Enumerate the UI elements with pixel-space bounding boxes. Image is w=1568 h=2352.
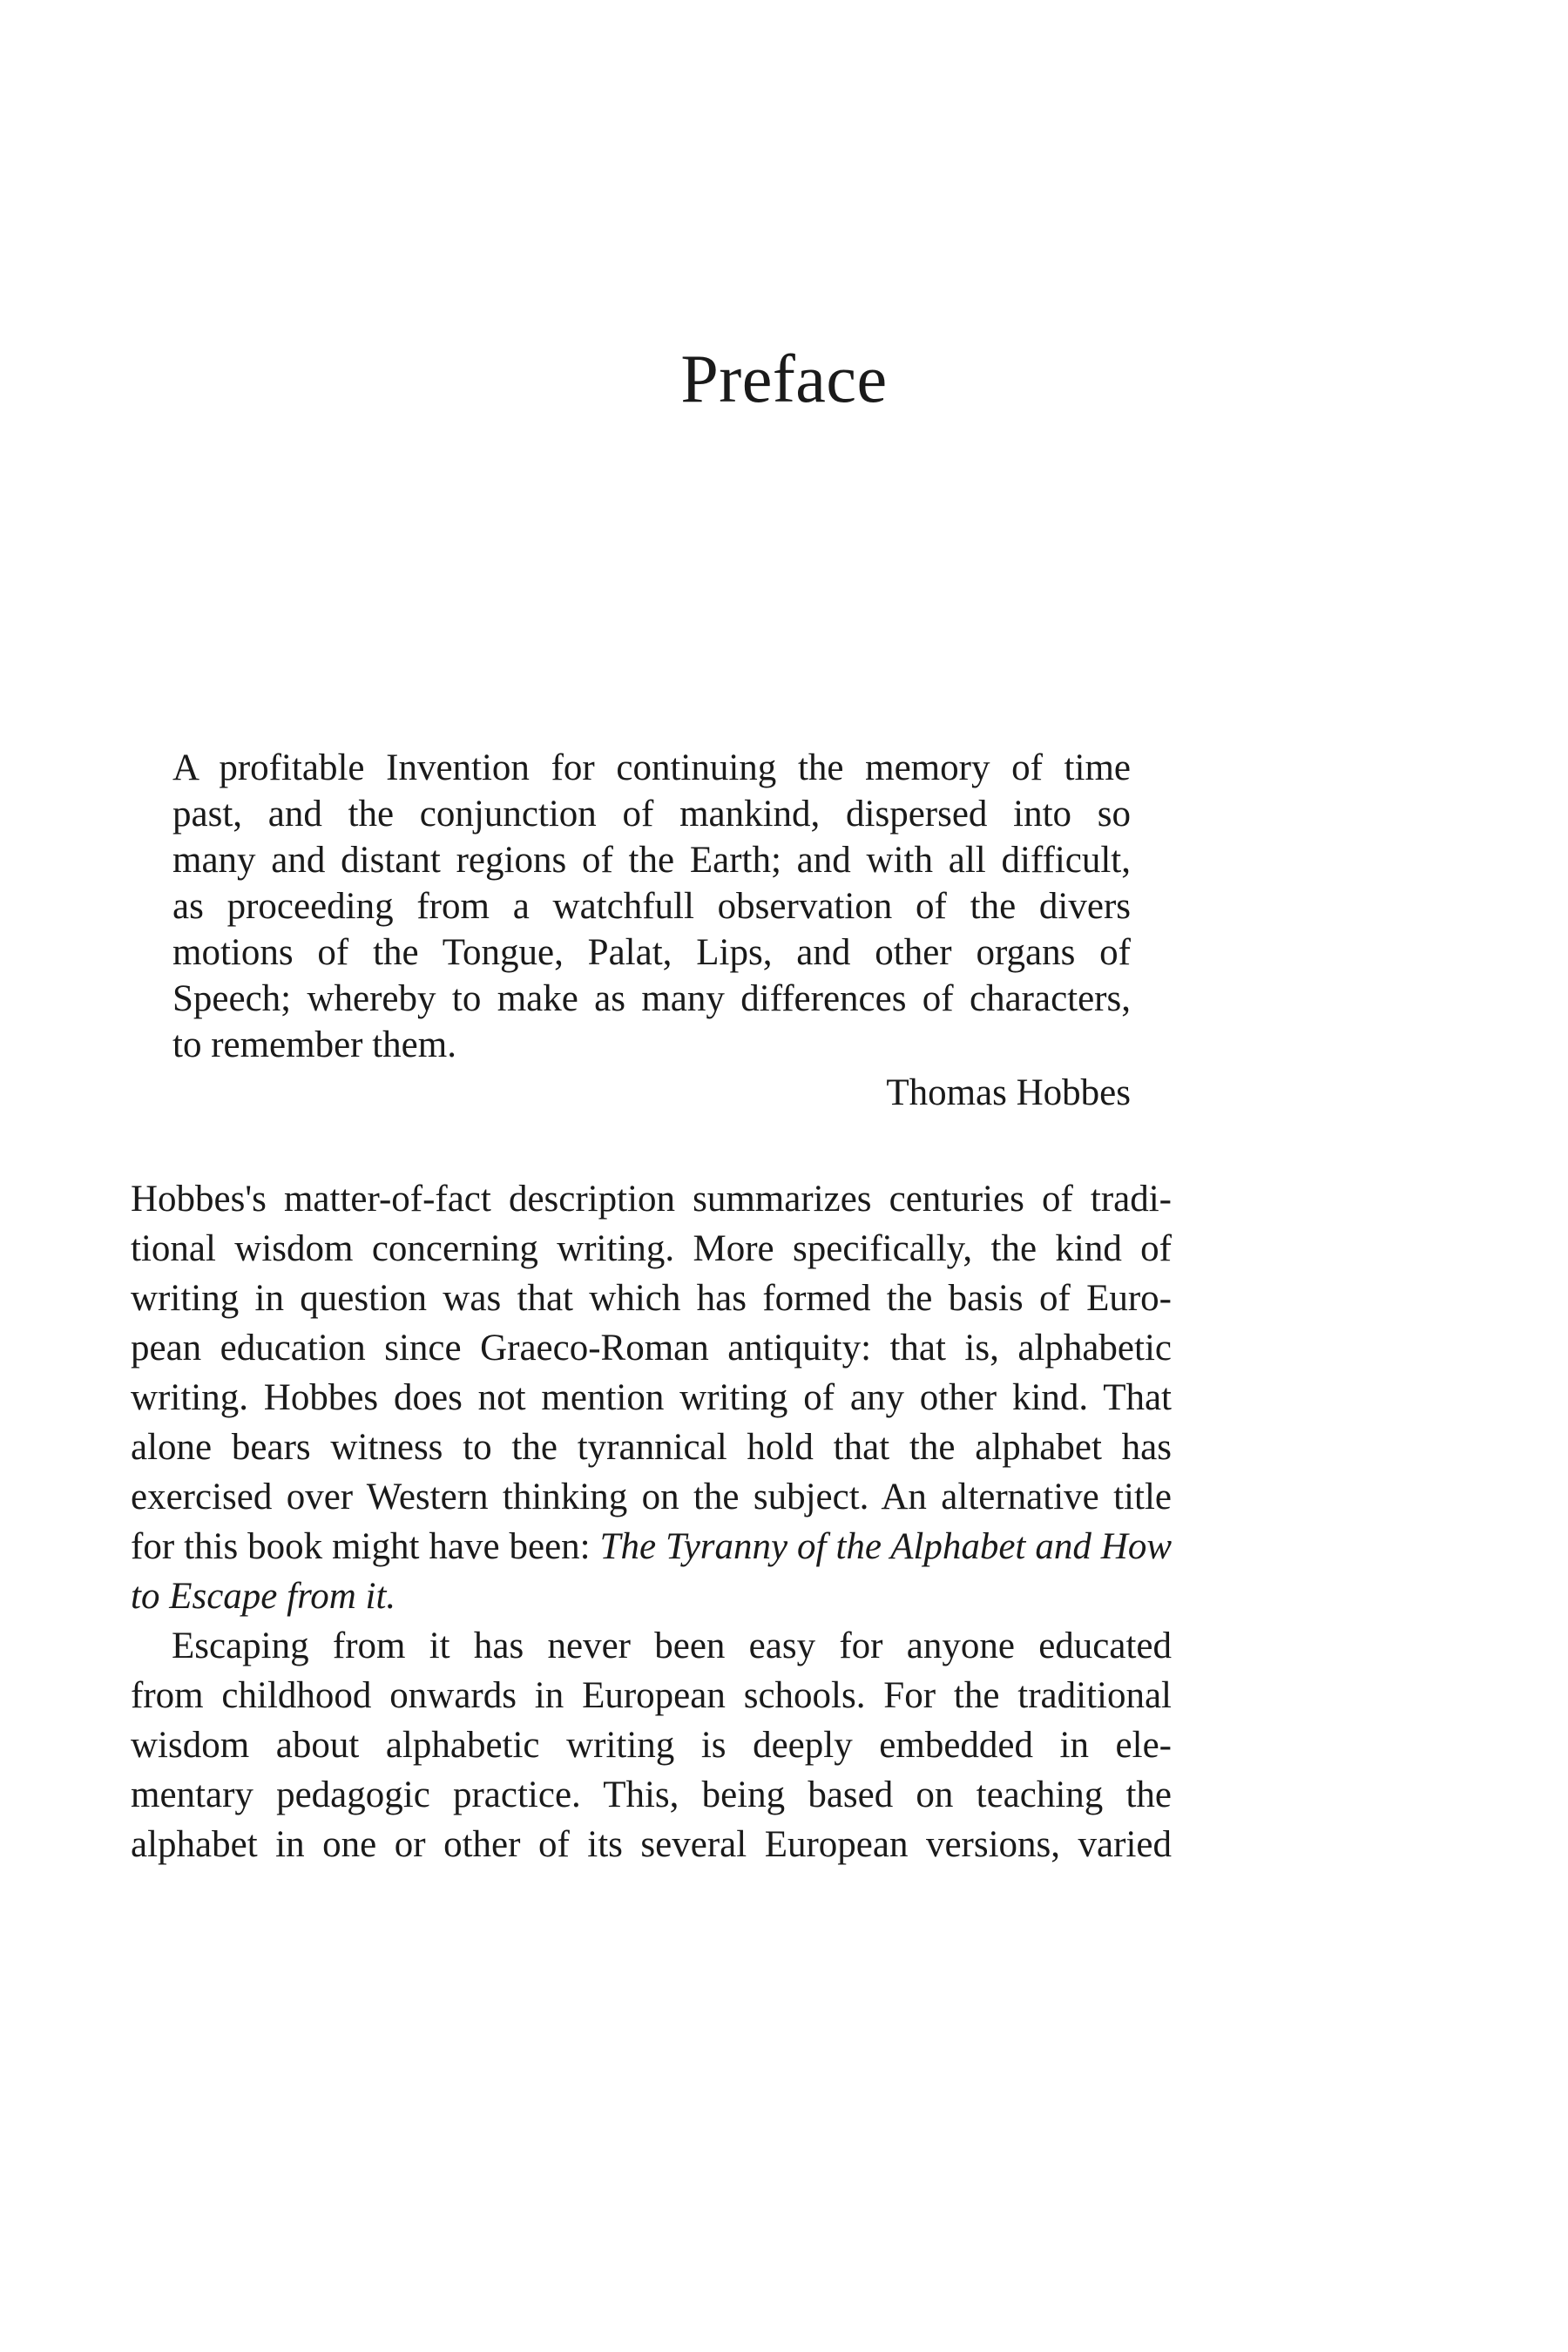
epigraph-line: many and distant regions of the Earth; and with all difficult, [172, 840, 1131, 881]
text-line: wisdom about alphabetic writing is deeply embedded in ele- [131, 1725, 1172, 1766]
text-line: alone bears witness to the tyrannical hold that the alphabet has [131, 1427, 1172, 1468]
text-line [131, 1522, 1172, 1571]
text-line: from childhood onwards in European schools. For the traditional [131, 1675, 1172, 1716]
body-text [131, 1174, 1172, 1869]
text-line: pean education since Graeco-Roman antiquity: that is, alphabetic [131, 1328, 1172, 1369]
text-line: Escaping from it has never been easy for anyone educated [172, 1625, 1172, 1666]
book-title-italic: The Tyranny of the Alphabet and How [599, 1526, 1172, 1567]
epigraph-line: as proceeding from a watchfull observation of the divers [172, 886, 1131, 927]
text-line: writing. Hobbes does not mention writing of any other kind. That [131, 1377, 1172, 1418]
epigraph-line: motions of the Tongue, Palat, Lips, and other organs of [172, 932, 1131, 973]
text-line: Hobbes's matter-of-fact description summarizes centuries of tradi- [131, 1179, 1172, 1220]
page-title: Preface [680, 341, 888, 416]
text-line-prefix: for this book might have been: [131, 1526, 600, 1567]
epigraph-line: A profitable Invention for continuing the memory of time [172, 747, 1131, 788]
text-line [131, 1571, 1172, 1621]
book-title-italic: to Escape from it. [131, 1576, 396, 1617]
text-line: tional wisdom concerning writing. More specifically, the kind of [131, 1228, 1172, 1269]
epigraph-line: to remember them. [172, 1024, 456, 1065]
epigraph-line: past, and the conjunction of mankind, dispersed into so [172, 794, 1131, 835]
text-line: writing in question was that which has formed the basis of Euro- [131, 1278, 1172, 1319]
epigraph-author: Thomas Hobbes [886, 1072, 1131, 1113]
epigraph-line: Speech; whereby to make as many differences of characters, [172, 978, 1131, 1019]
text-line: alphabet in one or other of its several European versions, varied [131, 1824, 1172, 1865]
text-line: exercised over Western thinking on the subject. An alternative title [131, 1477, 1172, 1517]
text-line: mentary pedagogic practice. This, being based on teaching the [131, 1774, 1172, 1815]
epigraph [172, 745, 1131, 1116]
